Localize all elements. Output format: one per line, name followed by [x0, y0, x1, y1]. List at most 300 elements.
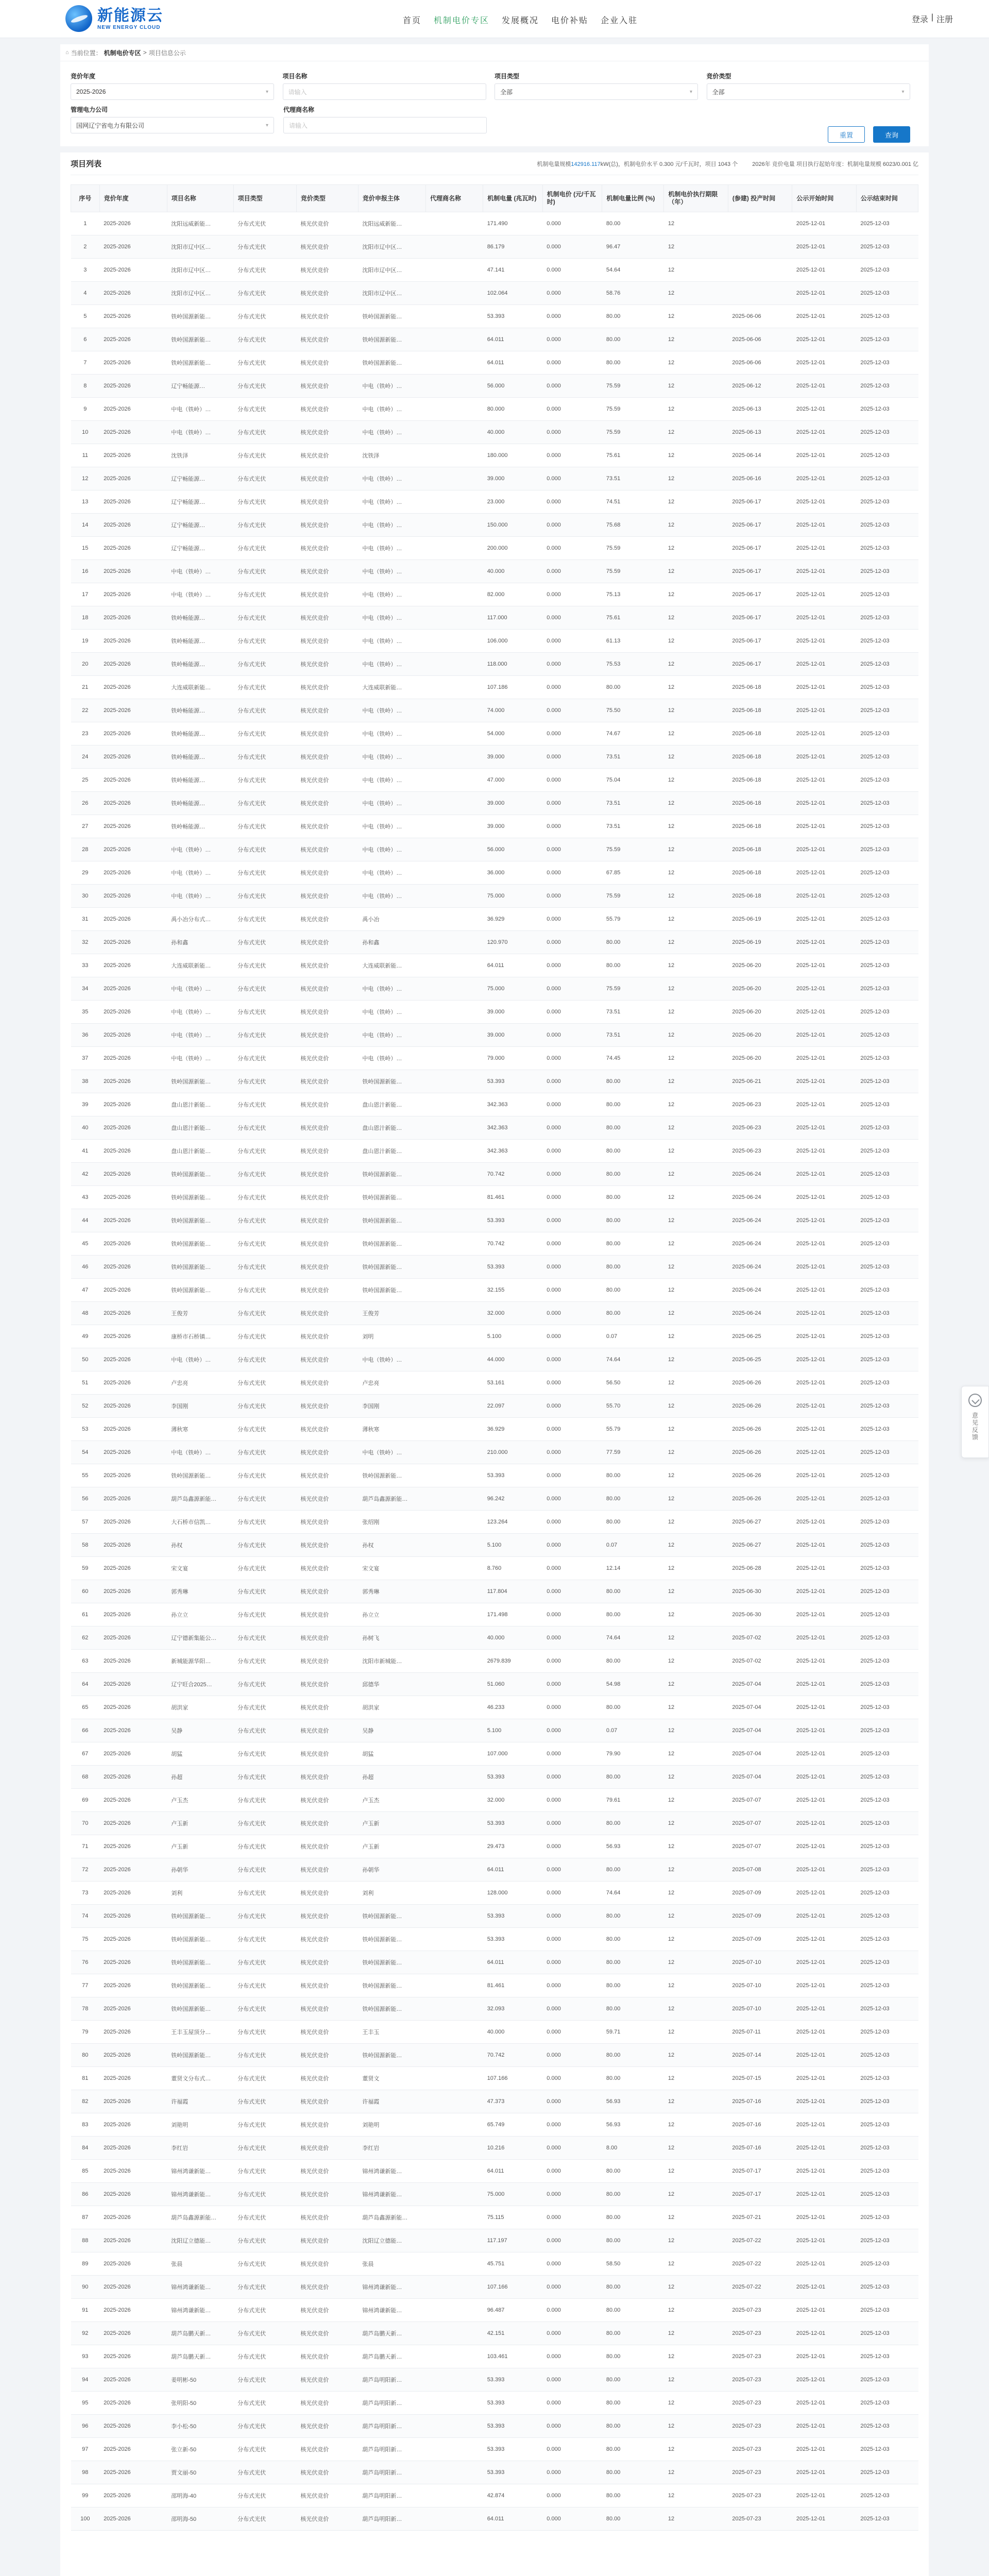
search-button[interactable]: 查询: [873, 126, 910, 143]
table-cell: 葫芦岛鑫源新能…: [358, 1487, 425, 1511]
table-cell: 2025-07-22: [728, 2276, 792, 2299]
table-row[interactable]: [71, 444, 918, 467]
table-row[interactable]: [71, 1696, 918, 1719]
table-cell: 铁岭国源新能…: [167, 1186, 233, 1209]
table-row[interactable]: [71, 1464, 918, 1487]
table-cell: 2025-12-03: [856, 1603, 918, 1626]
table-row[interactable]: [71, 1209, 918, 1232]
table-row[interactable]: [71, 1626, 918, 1650]
nav-item-0[interactable]: 首页: [403, 16, 422, 25]
table-cell: 核光伏竞价: [296, 1789, 358, 1812]
table-cell: 19: [71, 630, 100, 653]
table-cell: 80.00: [602, 1696, 664, 1719]
table-cell: 12: [664, 1163, 728, 1186]
table-row[interactable]: [71, 2183, 918, 2206]
table-cell: 核光伏竞价: [296, 1580, 358, 1603]
table-row[interactable]: [71, 838, 918, 861]
table-cell: [426, 1256, 483, 1279]
table-cell: 2025-12-01: [792, 2415, 856, 2438]
table-row[interactable]: [71, 398, 918, 421]
table-cell: 核光伏竞价: [296, 2392, 358, 2415]
table-cell: 沈阳市辽中区…: [358, 235, 425, 259]
table-cell: 2025-12-03: [856, 2183, 918, 2206]
table-cell: 李红岩: [167, 2137, 233, 2160]
table-cell: 2025-12-01: [792, 2484, 856, 2507]
table-cell: 0.000: [542, 1974, 602, 1997]
summary-prefix: 2026年 竞价电量: [752, 161, 796, 167]
table-row[interactable]: [71, 2113, 918, 2137]
table-cell: 2025-12-01: [792, 2160, 856, 2183]
table-cell: 80.00: [602, 2044, 664, 2067]
filter-label: 项目类型: [494, 73, 520, 80]
table-row[interactable]: [71, 2067, 918, 2090]
table-cell: 分布式光伏: [233, 931, 296, 954]
table-cell: 80.00: [602, 2276, 664, 2299]
table-cell: 2025-2026: [99, 2229, 167, 2252]
table-cell: 盘山恩汁新能…: [167, 1093, 233, 1116]
table-cell: 80.00: [602, 1511, 664, 1534]
table-cell: 98: [71, 2461, 100, 2484]
table-row[interactable]: [71, 212, 918, 235]
table-cell: 胡猛: [167, 1742, 233, 1766]
table-cell: 61: [71, 1603, 100, 1626]
table-row[interactable]: [71, 537, 918, 560]
table-cell: 姜明彬-50: [167, 2368, 233, 2392]
table-cell: 2025-12-01: [792, 259, 856, 282]
table-cell: 2025-12-03: [856, 1395, 918, 1418]
table-cell: 2025-12-03: [856, 2206, 918, 2229]
table-row[interactable]: [71, 583, 918, 606]
table-cell: 2025-12-03: [856, 305, 918, 328]
table-cell: 分布式光伏: [233, 1279, 296, 1302]
table-row[interactable]: [71, 2484, 918, 2507]
table-cell: [426, 282, 483, 305]
table-cell: 88: [71, 2229, 100, 2252]
table-row[interactable]: [71, 676, 918, 699]
table-cell: 2025-06-26: [728, 1487, 792, 1511]
table-cell: 97: [71, 2438, 100, 2461]
table-row[interactable]: [71, 908, 918, 931]
table-cell: 2025-12-03: [856, 514, 918, 537]
table-cell: 核光伏竞价: [296, 1673, 358, 1696]
table-cell: 4: [71, 282, 100, 305]
table-cell: 2025-12-03: [856, 1487, 918, 1511]
table-cell: 2025-2026: [99, 1464, 167, 1487]
table-row[interactable]: [71, 1232, 918, 1256]
table-cell: 2025-12-01: [792, 769, 856, 792]
table-row[interactable]: [71, 1882, 918, 1905]
table-row[interactable]: [71, 1673, 918, 1696]
table-row[interactable]: [71, 1742, 918, 1766]
table-cell: 核光伏竞价: [296, 1418, 358, 1441]
table-cell: 分布式光伏: [233, 1858, 296, 1882]
table-row[interactable]: [71, 699, 918, 722]
table-cell: 60: [71, 1580, 100, 1603]
nav-item-1[interactable]: 机制电价专区: [434, 16, 490, 25]
table-cell: 2025-12-01: [792, 1673, 856, 1696]
table-cell: 40: [71, 1116, 100, 1140]
table-row[interactable]: [71, 328, 918, 351]
table-cell: 锦州鸿谦新能…: [358, 2276, 425, 2299]
table-row[interactable]: [71, 1580, 918, 1603]
table-cell: 28: [71, 838, 100, 861]
table-cell: 62: [71, 1626, 100, 1650]
table-row[interactable]: [71, 2044, 918, 2067]
table-row[interactable]: [71, 977, 918, 1001]
table-cell: 0.000: [542, 1835, 602, 1858]
table-cell: 葫芦岛鹏天新…: [167, 2322, 233, 2345]
table-row[interactable]: [71, 351, 918, 375]
table-row[interactable]: [71, 1348, 918, 1371]
table-row[interactable]: [71, 1256, 918, 1279]
table-cell: 辽宁畅能源…: [167, 537, 233, 560]
table-cell: 刘利: [167, 1882, 233, 1905]
table-row[interactable]: [71, 1812, 918, 1835]
table-cell: 中电（铁岭）…: [358, 745, 425, 769]
table-row[interactable]: [71, 1534, 918, 1557]
table-cell: 中电（铁岭）…: [358, 885, 425, 908]
table-row[interactable]: [71, 815, 918, 838]
table-cell: [426, 792, 483, 815]
table-cell: 107.166: [483, 2276, 543, 2299]
table-row[interactable]: [71, 1441, 918, 1464]
filter-select[interactable]: [707, 83, 910, 100]
table-cell: 辽宁畅能源…: [167, 490, 233, 514]
table-row[interactable]: [71, 514, 918, 537]
table-cell: 10: [71, 421, 100, 444]
table-cell: 2025-06-23: [728, 1116, 792, 1140]
table-cell: 核光伏竞价: [296, 1256, 358, 1279]
table-cell: 12: [664, 1673, 728, 1696]
table-row[interactable]: [71, 2137, 918, 2160]
table-cell: 120.970: [483, 931, 543, 954]
table-row[interactable]: [71, 1766, 918, 1789]
table-cell: [426, 2368, 483, 2392]
filter-select[interactable]: [71, 117, 274, 133]
table-cell: 2025-12-03: [856, 1024, 918, 1047]
table-row[interactable]: [71, 1951, 918, 1974]
table-cell: 核光伏竞价: [296, 838, 358, 861]
table-cell: 12: [664, 1487, 728, 1511]
table-row[interactable]: [71, 792, 918, 815]
table-cell: 2025-2026: [99, 630, 167, 653]
table-row[interactable]: [71, 2438, 918, 2461]
table-header-row: [71, 185, 918, 212]
table-cell: 2025-12-03: [856, 2276, 918, 2299]
table-cell: 2025-06-17: [728, 490, 792, 514]
table-cell: 核光伏竞价: [296, 2368, 358, 2392]
table-row[interactable]: [71, 2276, 918, 2299]
table-cell: 0.000: [542, 1905, 602, 1928]
table-cell: 分布式光伏: [233, 1070, 296, 1093]
table-cell: 2025-12-03: [856, 1928, 918, 1951]
table-cell: 150.000: [483, 514, 543, 537]
table-cell: 2025-12-03: [856, 537, 918, 560]
table-cell: 分布式光伏: [233, 1325, 296, 1348]
table-row[interactable]: [71, 2368, 918, 2392]
breadcrumb-section[interactable]: 机制电价专区: [104, 49, 141, 57]
table-row[interactable]: [71, 1279, 918, 1302]
table-cell: 中电（铁岭）…: [358, 421, 425, 444]
table-row[interactable]: [71, 1557, 918, 1580]
table-row[interactable]: [71, 1140, 918, 1163]
table-cell: 中电（铁岭）…: [358, 467, 425, 490]
table-row[interactable]: [71, 2392, 918, 2415]
table-cell: 铁岭国源新能…: [358, 1232, 425, 1256]
table-cell: 2025-06-17: [728, 560, 792, 583]
table-row[interactable]: [71, 1997, 918, 2021]
table-cell: 2025-12-01: [792, 1719, 856, 1742]
table-cell: 核光伏竞价: [296, 2276, 358, 2299]
table-row[interactable]: [71, 2345, 918, 2368]
table-row[interactable]: [71, 745, 918, 769]
table-cell: 76: [71, 1951, 100, 1974]
table-cell: 53.393: [483, 1905, 543, 1928]
table-cell: 2025-12-03: [856, 931, 918, 954]
table-row[interactable]: [71, 1650, 918, 1673]
table-cell: 核光伏竞价: [296, 1348, 358, 1371]
table-row[interactable]: [71, 885, 918, 908]
table-row[interactable]: [71, 1789, 918, 1812]
table-cell: 葫芦岛明阳新…: [358, 2484, 425, 2507]
table-cell: 0.000: [542, 1395, 602, 1418]
table-row[interactable]: [71, 1974, 918, 1997]
table-row[interactable]: [71, 1302, 918, 1325]
table-cell: [426, 1418, 483, 1441]
table-row[interactable]: [71, 2507, 918, 2531]
table-cell: 12: [664, 2183, 728, 2206]
table-row[interactable]: [71, 282, 918, 305]
table-cell: 张明阳-50: [167, 2392, 233, 2415]
table-cell: 2025-07-09: [728, 1905, 792, 1928]
table-row[interactable]: [71, 235, 918, 259]
table-cell: [426, 606, 483, 630]
table-row[interactable]: [71, 305, 918, 328]
table-row[interactable]: [71, 931, 918, 954]
table-cell: 2025-12-03: [856, 1116, 918, 1140]
table-cell: 80.00: [602, 2392, 664, 2415]
table-cell: [426, 2090, 483, 2113]
table-row[interactable]: [71, 1928, 918, 1951]
table-cell: 75.59: [602, 398, 664, 421]
table-cell: [426, 2461, 483, 2484]
table-row[interactable]: [71, 1325, 918, 1348]
table-cell: 128.000: [483, 1882, 543, 1905]
table-row[interactable]: [71, 2415, 918, 2438]
table-row[interactable]: [71, 1603, 918, 1626]
table-cell: 核光伏竞价: [296, 699, 358, 722]
table-cell: 李小松-50: [167, 2415, 233, 2438]
table-row[interactable]: [71, 1487, 918, 1511]
table-row[interactable]: [71, 769, 918, 792]
table-cell: 2025-06-17: [728, 606, 792, 630]
table-cell: 2025-2026: [99, 1511, 167, 1534]
table-row[interactable]: [71, 861, 918, 885]
table-row[interactable]: [71, 653, 918, 676]
table-row[interactable]: [71, 375, 918, 398]
table-cell: 分布式光伏: [233, 1603, 296, 1626]
table-cell: 核光伏竞价: [296, 2345, 358, 2368]
table-cell: 12: [664, 2137, 728, 2160]
table-cell: 大连威联新能…: [167, 954, 233, 977]
filter-select[interactable]: [71, 83, 274, 100]
table-cell: 73.51: [602, 745, 664, 769]
table-row[interactable]: [71, 2021, 918, 2044]
table-cell: 0.000: [542, 2368, 602, 2392]
table-row[interactable]: [71, 2206, 918, 2229]
table-row[interactable]: [71, 2160, 918, 2183]
table-cell: 核光伏竞价: [296, 490, 358, 514]
table-cell: 2025-12-03: [856, 2113, 918, 2137]
table-row[interactable]: [71, 606, 918, 630]
table-cell: 80.00: [602, 1232, 664, 1256]
breadcrumb-prefix: 当前位置：: [71, 49, 102, 57]
table-cell: 12: [664, 259, 728, 282]
table-cell: 核光伏竞价: [296, 305, 358, 328]
table-row[interactable]: [71, 1163, 918, 1186]
table-cell: 核光伏竞价: [296, 1742, 358, 1766]
table-cell: 2025-2026: [99, 2322, 167, 2345]
table-cell: 53.393: [483, 1928, 543, 1951]
table-cell: 核光伏竞价: [296, 977, 358, 1001]
table-row[interactable]: [71, 1511, 918, 1534]
table-row[interactable]: [71, 1116, 918, 1140]
table-cell: 0.000: [542, 699, 602, 722]
table-row[interactable]: [71, 954, 918, 977]
table-cell: 核光伏竞价: [296, 467, 358, 490]
table-row[interactable]: [71, 1186, 918, 1209]
table-cell: 2025-2026: [99, 212, 167, 235]
table-cell: 2025-12-01: [792, 282, 856, 305]
table-row[interactable]: [71, 2252, 918, 2276]
table-row[interactable]: [71, 490, 918, 514]
table-cell: 45: [71, 1232, 100, 1256]
site-logo[interactable]: [65, 5, 163, 32]
table-cell: 65.749: [483, 2113, 543, 2137]
table-cell: [426, 2137, 483, 2160]
column-header: 机制电价 (元/千瓦时): [542, 185, 602, 212]
table-row[interactable]: [71, 1093, 918, 1116]
table-cell: 80.00: [602, 2415, 664, 2438]
feedback-float[interactable]: [961, 1386, 989, 1458]
table-cell: 2025-2026: [99, 2392, 167, 2415]
table-cell: 2025-12-03: [856, 560, 918, 583]
table-cell: 分布式光伏: [233, 2229, 296, 2252]
table-row[interactable]: [71, 560, 918, 583]
table-row[interactable]: [71, 722, 918, 745]
nav-item-3[interactable]: 电价补贴: [551, 16, 589, 25]
table-row[interactable]: [71, 630, 918, 653]
table-cell: 卢玉新: [358, 1812, 425, 1835]
table-row[interactable]: [71, 1905, 918, 1928]
table-cell: 王丰玉: [358, 2021, 425, 2044]
chevron-down-icon: ▾: [265, 89, 268, 95]
table-cell: 2025-06-20: [728, 1001, 792, 1024]
table-cell: 69: [71, 1789, 100, 1812]
table-cell: 80.000: [483, 398, 543, 421]
table-cell: 0.000: [542, 2183, 602, 2206]
table-cell: 卢玉新: [167, 1835, 233, 1858]
table-cell: 2025-12-03: [856, 1232, 918, 1256]
table-row[interactable]: [71, 1047, 918, 1070]
table-row[interactable]: [71, 1418, 918, 1441]
table-row[interactable]: [71, 2299, 918, 2322]
table-cell: 2025-06-13: [728, 421, 792, 444]
table-cell: 12: [664, 421, 728, 444]
table-cell: 12: [664, 375, 728, 398]
table-cell: 106.000: [483, 630, 543, 653]
table-cell: 87: [71, 2206, 100, 2229]
table-cell: 12: [664, 1395, 728, 1418]
table-row[interactable]: [71, 1024, 918, 1047]
nav-item-2[interactable]: 发展概况: [502, 16, 539, 25]
table-cell: 12: [664, 282, 728, 305]
table-cell: 12: [664, 977, 728, 1001]
table-cell: 核光伏竞价: [296, 1163, 358, 1186]
table-cell: 64.011: [483, 1858, 543, 1882]
table-row[interactable]: [71, 1395, 918, 1418]
register-link[interactable]: 注册: [936, 15, 953, 24]
table-cell: 分布式光伏: [233, 1163, 296, 1186]
filter-select[interactable]: [494, 83, 698, 100]
nav-item-4[interactable]: 企业入驻: [601, 16, 638, 25]
table-cell: [426, 351, 483, 375]
table-cell: 80.00: [602, 1279, 664, 1302]
table-cell: 12: [664, 2044, 728, 2067]
table-cell: 2025-06-24: [728, 1256, 792, 1279]
table-cell: [426, 1626, 483, 1650]
table-cell: 2025-12-03: [856, 699, 918, 722]
table-cell: 53.393: [483, 1070, 543, 1093]
table-cell: 核光伏竞价: [296, 1024, 358, 1047]
filter-input[interactable]: [283, 117, 487, 133]
filter-input[interactable]: [283, 83, 486, 100]
table-row[interactable]: [71, 2229, 918, 2252]
table-cell: 分布式光伏: [233, 1093, 296, 1116]
table-row[interactable]: [71, 1719, 918, 1742]
table-row[interactable]: [71, 1835, 918, 1858]
table-cell: 41: [71, 1140, 100, 1163]
table-row[interactable]: [71, 421, 918, 444]
table-cell: 2025-2026: [99, 1974, 167, 1997]
table-cell: 2025-06-17: [728, 583, 792, 606]
table-row[interactable]: [71, 1858, 918, 1882]
table-cell: 2025-12-01: [792, 630, 856, 653]
table-cell: [426, 2438, 483, 2461]
table-row[interactable]: [71, 2461, 918, 2484]
table-cell: 2025-12-03: [856, 745, 918, 769]
table-cell: 75.000: [483, 2183, 543, 2206]
column-header: 竞价类型: [296, 185, 358, 212]
table-row[interactable]: [71, 2322, 918, 2345]
table-cell: 73: [71, 1882, 100, 1905]
reset-button[interactable]: 重置: [828, 126, 865, 143]
login-link[interactable]: 登录: [911, 15, 928, 24]
table-cell: 2025-07-10: [728, 1997, 792, 2021]
table-row[interactable]: [71, 467, 918, 490]
table-row[interactable]: [71, 1070, 918, 1093]
table-cell: 核光伏竞价: [296, 259, 358, 282]
table-cell: 葫芦岛明阳新…: [358, 2461, 425, 2484]
table-row[interactable]: [71, 1001, 918, 1024]
table-row[interactable]: [71, 1371, 918, 1395]
table-row[interactable]: [71, 2090, 918, 2113]
table-cell: 0.000: [542, 212, 602, 235]
table-cell: 2025-12-01: [792, 1626, 856, 1650]
table-cell: 0.000: [542, 1186, 602, 1209]
table-row[interactable]: [71, 259, 918, 282]
table-cell: 胡洪家: [358, 1696, 425, 1719]
